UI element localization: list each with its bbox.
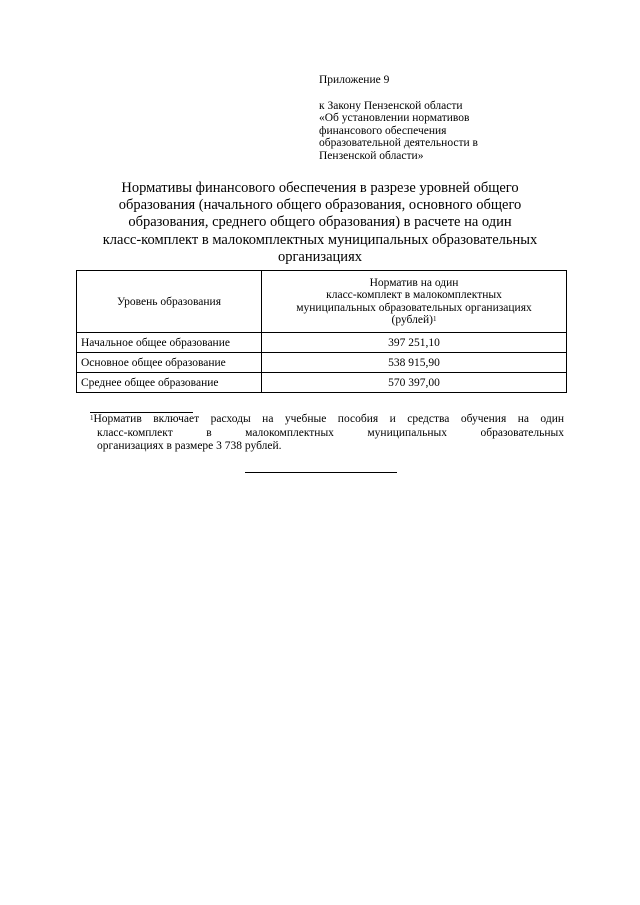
level-cell: Начальное общее образование [77, 333, 262, 353]
appendix-line: к Закону Пензенской области [319, 99, 463, 112]
document-title [70, 180, 570, 266]
footnote-text: Норматив включает расходы на учебные пособия и средства обучения на один [93, 413, 564, 425]
header-level-cell: Уровень образования [77, 271, 262, 333]
appendix-line: образовательной деятельности в [319, 137, 478, 149]
table-row [77, 353, 567, 373]
header-norm-line [266, 314, 562, 327]
appendix-line: Пензенской области» [319, 149, 424, 162]
title-line: образования, среднего общего образования) в расчете на один [128, 214, 512, 231]
appendix-block [319, 74, 579, 162]
footnote-line: организациях в размере 3 738 рублей. [97, 440, 282, 452]
norms-table [76, 270, 567, 393]
title-line: Нормативы финансового обеспечения в разрезе уровней общего [121, 180, 519, 196]
header-norm-line: Норматив на один [369, 276, 459, 289]
header-norm-line: класс-комплект в малокомплектных [326, 289, 502, 301]
value-cell: 397 251,10 [262, 333, 567, 353]
value-cell: 570 397,00 [262, 373, 567, 393]
appendix-line: «Об установлении нормативов [319, 112, 470, 124]
appendix-line: финансового обеспечения [319, 124, 447, 137]
value-cell: 538 915,90 [262, 353, 567, 373]
footnote-line [90, 413, 564, 427]
title-line: образования (начального общего образования, основного общего [118, 197, 522, 214]
appendix-heading: Приложение 9 [319, 74, 390, 86]
level-cell: Среднее общее образование [77, 373, 262, 393]
level-cell: Основное общее образование [77, 353, 262, 373]
table-header-row [77, 271, 567, 333]
footnote-line: класс-комплект в малокомплектных муниципальных образовательных [97, 426, 564, 439]
end-separator [245, 472, 397, 473]
header-norm-unit: (рублей) [391, 314, 433, 326]
header-norm-cell [262, 271, 567, 333]
footnote-marker: 1 [90, 414, 94, 422]
footnote-ref: 1 [432, 315, 437, 323]
table-row [77, 373, 567, 393]
title-line: организациях [277, 248, 362, 265]
title-line: класс-комплект в малокомплектных муниципальных образовательных [102, 231, 538, 248]
footnote [90, 413, 564, 454]
table-row [77, 333, 567, 353]
header-norm-line: муниципальных образовательных организациях [296, 301, 532, 314]
